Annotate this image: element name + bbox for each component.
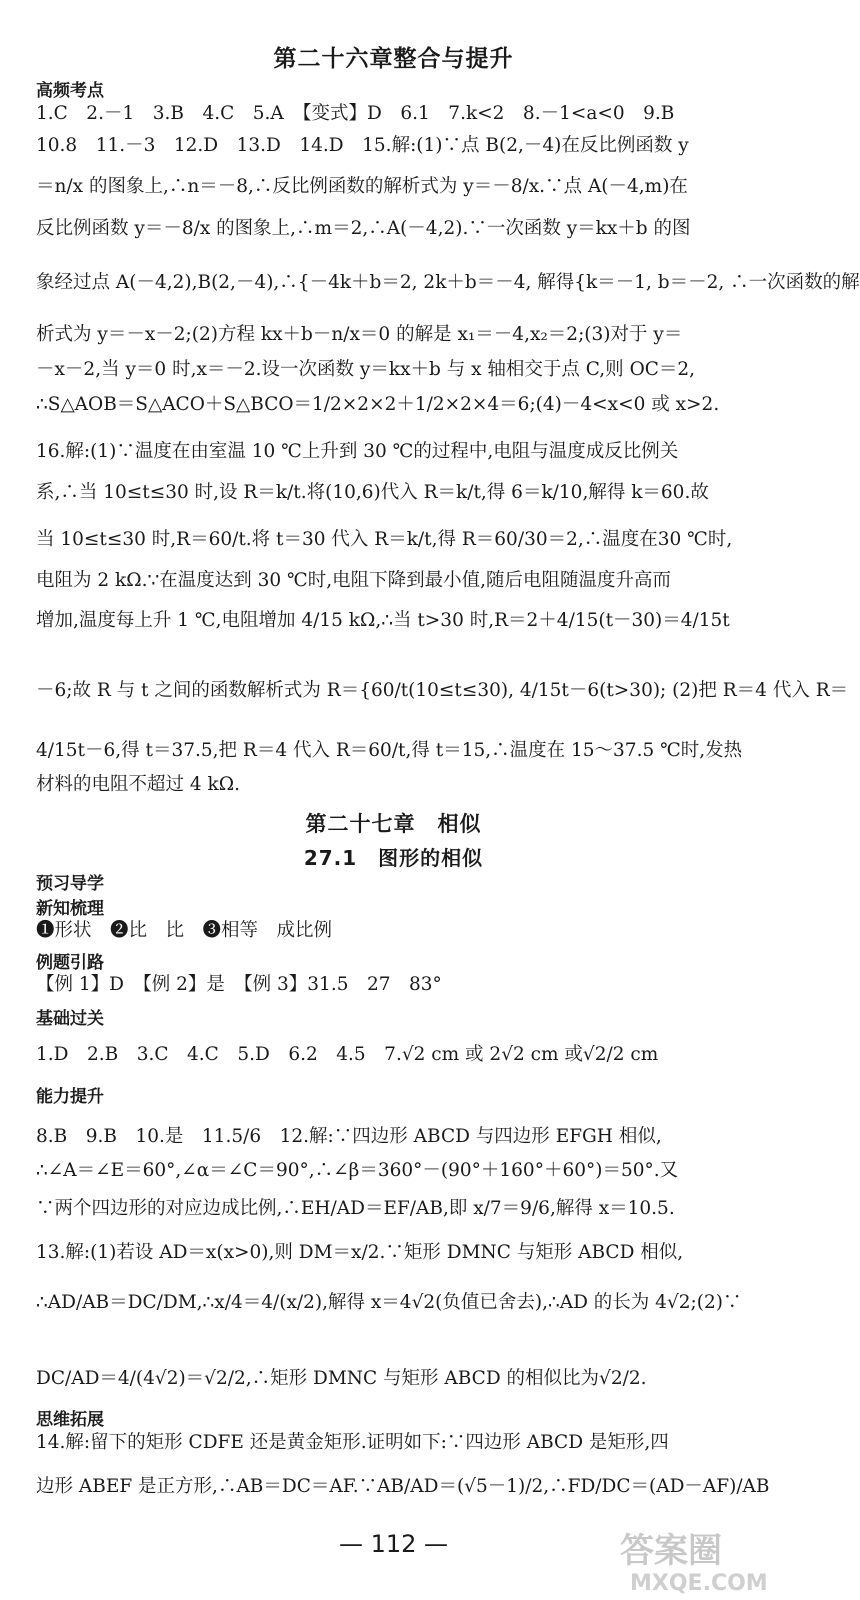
section-yuxi: 预习导学 xyxy=(36,874,104,894)
text-line: 10.8 11.－3 12.D 13.D 14.D 15.解:(1)∵点 B(2,－4)在反比例函数 y xyxy=(36,135,689,156)
text-line: 边形 ABEF 是正方形,∴AB＝DC＝AF.∵AB/AD＝(√5－1)/2,∴FD/DC＝(AD－AF)/AB xyxy=(36,1476,770,1497)
text-line: 14.解:留下的矩形 CDFE 还是黄金矩形.证明如下:∵四边形 ABCD 是矩形,四 xyxy=(36,1432,669,1453)
section-liti: 例题引路 xyxy=(36,953,104,973)
text-line: ∴∠A＝∠E＝60°,∠α＝∠C＝90°,∴∠β＝360°－(90°＋160°＋60°)＝50°.又 xyxy=(36,1160,679,1181)
text-line: 增加,温度每上升 1 ℃,电阻增加 4/15 kΩ,∴当 t>30 时,R＝2＋4/15(t－30)＝4/15t xyxy=(36,610,730,631)
text-line: 当 10≤t≤30 时,R＝60/t.将 t＝30 代入 R＝k/t,得 R＝60/30＝2,∴温度在30 ℃时, xyxy=(36,529,733,550)
section-gaopin: 高频考点 xyxy=(36,81,104,101)
text-line: 析式为 y＝－x－2;(2)方程 kx＋b－n/x＝0 的解是 x₁＝－4,x₂＝2;(3)对于 y＝ xyxy=(36,324,683,345)
section-27-1-title: 27.1 图形的相似 xyxy=(303,846,484,870)
section-jichu: 基础过关 xyxy=(36,1009,104,1029)
watermark-url: MXQE.COM xyxy=(630,1571,768,1596)
text-line: 象经过点 A(－4,2),B(2,－4),∴{－4k＋b＝2, 2k＋b＝－4, 解得{k＝－1, b＝－2, ∴一次函数的解 xyxy=(36,272,860,293)
chapter-26-title: 第二十六章整合与提升 xyxy=(273,46,514,72)
text-line: 系,∴当 10≤t≤30 时,设 R＝k/t.将(10,6)代入 R＝k/t,得 6＝k/10,解得 k＝60.故 xyxy=(36,482,709,503)
text-line: －x－2,当 y＝0 时,x＝－2.设一次函数 y＝kx＋b 与 x 轴相交于点 C,则 OC＝2, xyxy=(36,359,696,380)
text-line: 8.B 9.B 10.是 11.5/6 12.解:∵四边形 ABCD 与四边形 EFGH 相似, xyxy=(36,1126,662,1147)
chapter-27-title: 第二十七章 相似 xyxy=(305,812,482,836)
text-line: DC/AD＝4/(4√2)＝√2/2,∴矩形 DMNC 与矩形 ABCD 的相似比为√2/2. xyxy=(36,1368,647,1389)
text-line: ❶形状 ❷比 比 ❸相等 成比例 xyxy=(36,920,333,941)
watermark-text: 答案圈 xyxy=(620,1531,722,1571)
section-nengli: 能力提升 xyxy=(36,1087,104,1107)
text-line: 13.解:(1)若设 AD＝x(x>0),则 DM＝x/2.∵矩形 DMNC 与矩形 ABCD 相似, xyxy=(36,1242,684,1263)
section-xinzhi: 新知梳理 xyxy=(36,899,104,919)
text-line: 4/15t－6,得 t＝37.5,把 R＝4 代入 R＝60/t,得 t＝15,∴温度在 15～37.5 ℃时,发热 xyxy=(36,740,743,761)
text-line: ∵两个四边形的对应边成比例,∴EH/AD＝EF/AB,即 x/7＝9/6,解得 x＝10.5. xyxy=(36,1198,675,1219)
text-line: 1.D 2.B 3.C 4.C 5.D 6.2 4.5 7.√2 cm 或 2√2 cm 或√2/2 cm xyxy=(36,1044,659,1065)
text-line: －6;故 R 与 t 之间的函数解析式为 R＝{60/t(10≤t≤30), 4/15t－6(t>30); (2)把 R＝4 代入 R＝ xyxy=(36,680,849,701)
text-line: 16.解:(1)∵温度在由室温 10 ℃上升到 30 ℃的过程中,电阻与温度成反比例关 xyxy=(36,441,679,462)
text-line: ∴S△AOB＝S△ACO＋S△BCO＝1/2×2×2＋1/2×2×4＝6;(4)－4<x<0 或 x>2. xyxy=(36,394,720,415)
text-line: 反比例函数 y＝－8/x 的图象上,∴m＝2,∴A(－4,2).∵一次函数 y＝kx＋b 的图 xyxy=(36,218,691,239)
text-line: ∴AD/AB＝DC/DM,∴x/4＝4/(x/2),解得 x＝4√2(负值已舍去),∴AD 的长为 4√2;(2)∵ xyxy=(36,1292,742,1313)
text-line: 材料的电阻不超过 4 kΩ. xyxy=(36,774,240,795)
text-line: ＝n/x 的图象上,∴n＝－8,∴反比例函数的解析式为 y＝－8/x.∵点 A(－4,m)在 xyxy=(36,176,688,197)
page-number: — 112 — xyxy=(338,1530,449,1558)
watermark-logo-icon xyxy=(610,1520,785,1595)
text-line: 1.C 2.－1 3.B 4.C 5.A 【变式】D 6.1 7.k<2 8.－1<a<0 9.B xyxy=(36,103,675,124)
section-siwei: 思维拓展 xyxy=(36,1410,104,1430)
text-line: 【例 1】D 【例 2】是 【例 3】31.5 27 83° xyxy=(36,974,442,995)
text-line: 电阻为 2 kΩ.∵在温度达到 30 ℃时,电阻下降到最小值,随后电阻随温度升高而 xyxy=(36,570,671,591)
